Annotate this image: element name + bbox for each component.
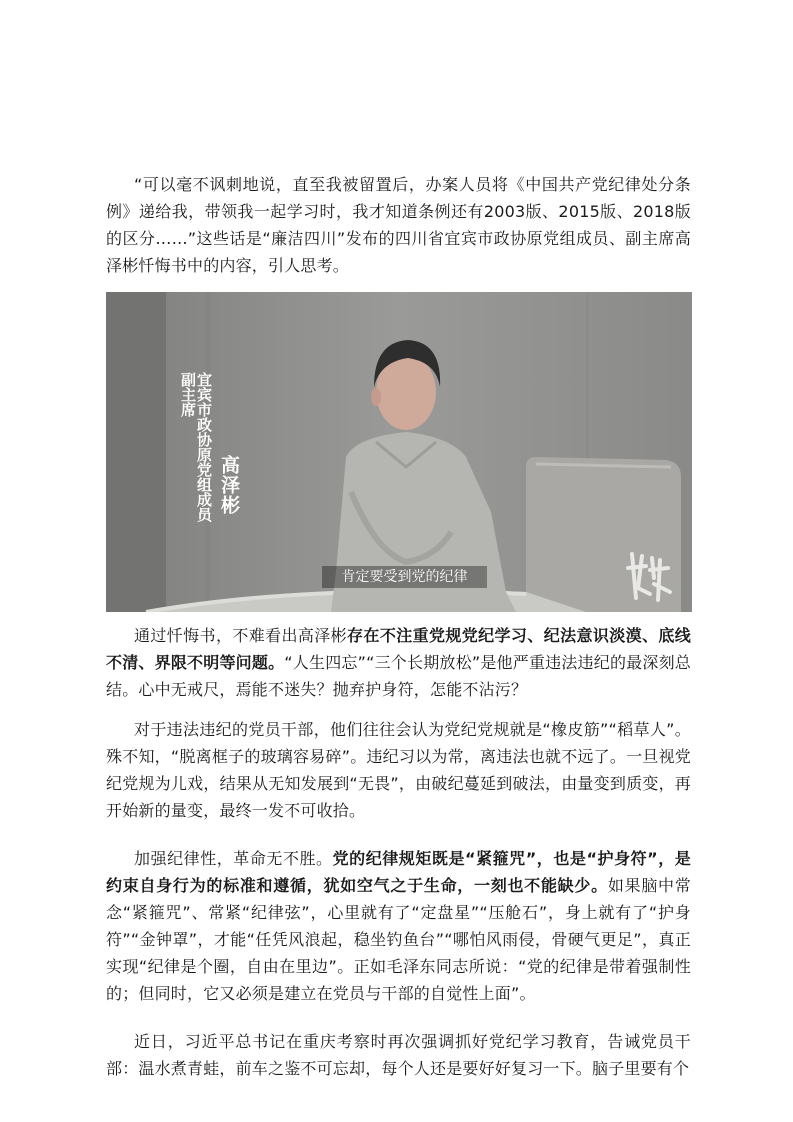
paragraph-strengthen-text: 加强纪律性，革命无不胜。	[134, 849, 333, 868]
photo-caption-title-2: 副主席	[179, 372, 197, 417]
paragraph-analysis-text: 通过忏悔书，不难看出高泽彬	[134, 626, 348, 645]
paragraph-strengthen-text-2: 如果脑中常念“紧箍咒”、常紧“纪律弦”，心里就有了“定盘星”“压舱石”，身上就有了“护身符”“金钟罩”，才能“任凭风浪起，稳坐钓鱼台”“哪怕风雨侵，骨硬气更足”，真正实现“纪律是个圈，自由在里边”。正如毛泽东同志所说：“党的纪律是带着强制性的；但同时，它又必须是建立在党员与干部的自觉性上面”。	[106, 876, 691, 1003]
video-subtitle: 肯定要受到党的纪律	[322, 566, 487, 588]
paragraph-discipline	[106, 716, 691, 824]
paragraph-strengthen	[106, 845, 691, 1007]
news-photo	[106, 292, 692, 612]
photo-caption-name: 高泽彬	[218, 455, 240, 515]
paragraph-intro-text: “可以毫不讽刺地说，直至我被留置后，办案人员将《中国共产党纪律处分条例》递给我，带领我一起学习时，我才知道条例还有2003版、2015版、2018版的区分……”这些话是“廉洁四川”发布的四川省宜宾市政协原党组成员、副主席高泽彬忏悔书中的内容，引人思考。	[106, 175, 691, 275]
paragraph-recent	[106, 1028, 691, 1082]
photo-scene	[106, 292, 692, 612]
paragraph-intro	[106, 171, 691, 279]
paragraph-analysis	[106, 622, 691, 703]
calligraphy-seal-icon	[624, 548, 676, 604]
paragraph-analysis-bold: 存在不注重党规党纪学习、纪法意识淡漠、底线不清、界限不明等问题。	[106, 626, 691, 672]
paragraph-discipline-text: 对于违法违纪的党员干部，他们往往会认为党纪党规就是“橡皮筋”“稻草人”。殊不知，“脱离框子的玻璃容易碎”。违纪习以为常，离违法也就不远了。一旦视党纪党规为儿戏，结果从无知发展到“无畏”，由破纪蔓延到破法，由量变到质变，再开始新的量变，最终一发不可收拾。	[106, 720, 691, 820]
paragraph-recent-text: 近日，习近平总书记在重庆考察时再次强调抓好党纪学习教育，告诫党员干部：温水煮青蛙，前车之鉴不可忘却，每个人还是要好好复习一下。脑子里要有个	[106, 1032, 691, 1078]
paragraph-strengthen-bold: 党的纪律规矩既是“紧箍咒”，也是“护身符”，是约束自身行为的标准和遵循，犹如空气之于生命，一刻也不能缺少。	[106, 849, 691, 895]
paragraph-analysis-text-2: “人生四忘”“三个长期放松”是他严重违法违纪的最深刻总结。心中无戒尺，焉能不迷失？抛弃护身符，怎能不沾污？	[106, 653, 692, 699]
photo-caption-title: 宜宾市政协原党组成员	[195, 372, 213, 522]
